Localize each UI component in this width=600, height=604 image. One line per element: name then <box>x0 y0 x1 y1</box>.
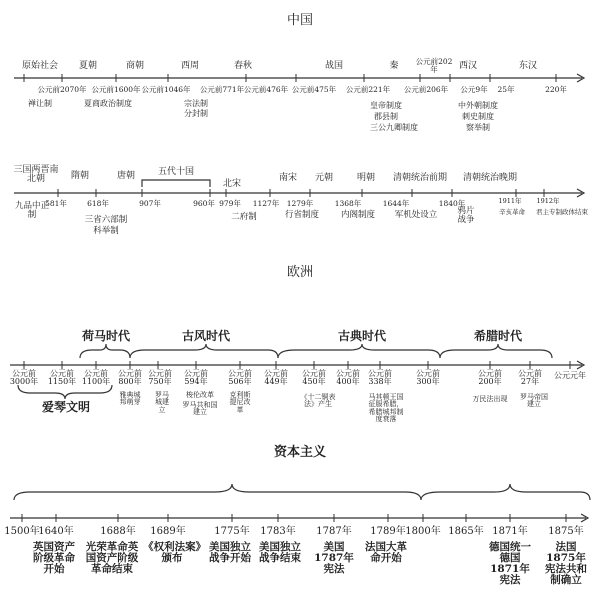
date-label: 公元前450年 <box>302 369 326 387</box>
event-label: 克利斯提尼改革 <box>229 391 251 414</box>
date-label: 公元前206年 <box>403 85 449 94</box>
event-label: 法国1875年宪法共和制确立 <box>545 541 587 587</box>
event-label: 德国统一德国1871年宪法 <box>489 541 531 587</box>
date-label: 公元前475年 <box>291 85 337 94</box>
era-label: 东汉 <box>518 61 538 71</box>
date-label: 公元前750年 <box>148 369 172 387</box>
system-label: 中外朝制度 <box>458 101 498 110</box>
era-label: 北宋 <box>222 179 242 189</box>
date-label: 220年 <box>545 85 567 94</box>
date-label: 公元前800年 <box>118 369 142 387</box>
event-label: 罗马帝国建立 <box>520 393 548 409</box>
system-label: 君主专制政体结束 <box>536 208 588 216</box>
date-label: 1787年 <box>316 526 352 537</box>
system-label: 三省六部制 <box>84 215 128 225</box>
archaic-brace <box>130 344 278 358</box>
system-label: 军机处设立 <box>394 210 438 220</box>
event-label: 罗马城建立 <box>155 391 169 414</box>
date-label: 1912年 <box>536 197 560 205</box>
aegean-brace <box>18 385 112 399</box>
system-label: 行省制度 <box>284 210 320 220</box>
date-label: 公元前594年 <box>184 369 208 387</box>
cap-brace-2 <box>421 484 590 500</box>
date-label: 公元前200年 <box>478 369 502 387</box>
date-label: 1640年 <box>38 526 74 537</box>
event-label: 雅典城邦萌芽 <box>119 391 141 407</box>
system-label: 宗法制 <box>184 99 208 108</box>
era-label: 西周 <box>180 61 200 71</box>
era-label: 南宋 <box>278 173 298 183</box>
classical-brace <box>278 344 440 358</box>
era-label: 春秋 <box>233 61 253 71</box>
china-title: 中国 <box>286 13 314 28</box>
date-label: 公元前1100年 <box>81 369 111 387</box>
event-label: 罗马共和国建立 <box>182 401 218 417</box>
date-label: 公元前300年 <box>416 369 440 387</box>
era-label: 隋朝 <box>70 171 90 181</box>
date-label: 1689年 <box>150 526 186 537</box>
date-label: 1783年 <box>260 526 296 537</box>
system-label: 刺史制度 <box>462 112 494 121</box>
date-label: 公元前400年 <box>336 369 360 387</box>
date-label: 公元前771年 <box>199 85 245 94</box>
era-label: 三国两晋南北朝 <box>13 165 59 185</box>
date-label: 581年 <box>45 199 67 208</box>
event-label: 万民法出现 <box>472 395 508 403</box>
date-label: 公元前449年 <box>264 369 288 387</box>
date-label: 907年 <box>139 199 161 208</box>
date-label: 1775年 <box>214 526 250 537</box>
date-label: 1800年 <box>405 526 441 537</box>
date-label: 1911年 <box>498 197 522 205</box>
system-label: 辛亥革命 <box>499 208 525 216</box>
system-label: 郡县制 <box>374 112 398 121</box>
date-label: 1368年 <box>334 199 362 208</box>
date-label: 1688年 <box>100 526 136 537</box>
era-label: 夏朝 <box>78 61 98 71</box>
date-label: 618年 <box>87 199 109 208</box>
date-label: 公元前221年 <box>345 85 391 94</box>
system-label: 察举制 <box>466 123 490 132</box>
date-label: 1500年 <box>4 526 40 537</box>
system-label: 夏商政治制度 <box>84 99 132 108</box>
event-label: 美国独立战争结束 <box>259 541 301 565</box>
era-label: 唐朝 <box>116 171 136 181</box>
date-label: 25年 <box>497 85 515 94</box>
event-label: 美国1787年宪法 <box>314 541 354 576</box>
date-label: 公元前1046年 <box>141 85 191 94</box>
event-label: 《权利法案》颁布 <box>143 541 201 565</box>
event-label: 美国独立战争开始 <box>209 541 251 565</box>
date-label: 979年 <box>219 199 241 208</box>
era-label: 元朝 <box>314 173 334 183</box>
system-label: 三公九卿制度 <box>370 123 418 132</box>
date-label: 1279年 <box>286 199 314 208</box>
date-label: 公元前476年 <box>243 85 289 94</box>
era-label: 秦 <box>389 61 399 71</box>
date-label: 公元前506年 <box>228 369 252 387</box>
date-label: 公元前338年 <box>368 369 392 387</box>
event-label: 英国资产阶级革命开始 <box>33 541 75 576</box>
date-label: 1875年 <box>548 526 584 537</box>
date-label: 公元前1150年 <box>47 369 77 387</box>
event-label: 马其顿王国征服希腊，希腊城邦制度衰落 <box>368 393 404 424</box>
date-label: 1871年 <box>492 526 528 537</box>
date-label: 1789年 <box>370 526 406 537</box>
date-label: 1840年 <box>438 199 466 208</box>
system-label: 鸦片战争 <box>457 206 475 225</box>
homer-brace <box>80 344 130 358</box>
era-label: 希腊时代 <box>473 329 523 343</box>
era-label: 五代十国 <box>157 167 195 177</box>
era-label: 爱琴文明 <box>41 400 91 414</box>
date-label: 1644年 <box>382 199 410 208</box>
date-label: 公元前202年 <box>415 57 453 74</box>
date-label: 1127年 <box>252 199 280 208</box>
event-label: 《十二铜表法》产生 <box>300 393 336 409</box>
event-label: 法国大革命开始 <box>365 541 407 565</box>
event-label: 梭伦改革 <box>186 391 214 399</box>
system-label: 禅让制 <box>28 99 52 108</box>
era-label: 明朝 <box>356 173 376 183</box>
date-label: 960年 <box>193 199 215 208</box>
hellenistic-brace <box>440 344 552 358</box>
era-label: 古风时代 <box>181 329 231 343</box>
cap-brace-1 <box>14 484 421 500</box>
date-label: 公元元年 <box>554 371 586 380</box>
date-label: 公元前3000年 <box>9 369 39 387</box>
system-label: 皇帝制度 <box>370 101 402 110</box>
era-label: 清朝统治晚期 <box>462 173 518 183</box>
event-label: 光荣革命英国资产阶级革命结束 <box>85 541 139 576</box>
system-label: 内阁制度 <box>340 210 376 220</box>
era-label: 西汉 <box>458 61 478 71</box>
era-label: 清朝统治前期 <box>392 173 448 183</box>
capitalism-title: 资本主义 <box>273 445 327 460</box>
date-label: 公元9年 <box>460 85 488 94</box>
system-label: 二府制 <box>231 212 257 222</box>
era-label: 商朝 <box>125 61 145 71</box>
era-label: 荷马时代 <box>81 329 131 343</box>
date-label: 公元前1600年 <box>91 85 141 94</box>
system-label: 科举制 <box>93 226 119 236</box>
date-label: 公元前27年 <box>518 369 542 387</box>
era-label: 战国 <box>324 61 344 71</box>
date-label: 1865年 <box>448 526 484 537</box>
wudai-bracket <box>142 180 210 187</box>
europe-title: 欧洲 <box>286 265 314 280</box>
era-label: 古典时代 <box>337 329 387 343</box>
era-label: 原始社会 <box>21 61 59 71</box>
system-label: 分封制 <box>184 109 208 118</box>
system-label: 九品中正制 <box>14 201 49 220</box>
date-label: 公元前2070年 <box>37 85 87 94</box>
